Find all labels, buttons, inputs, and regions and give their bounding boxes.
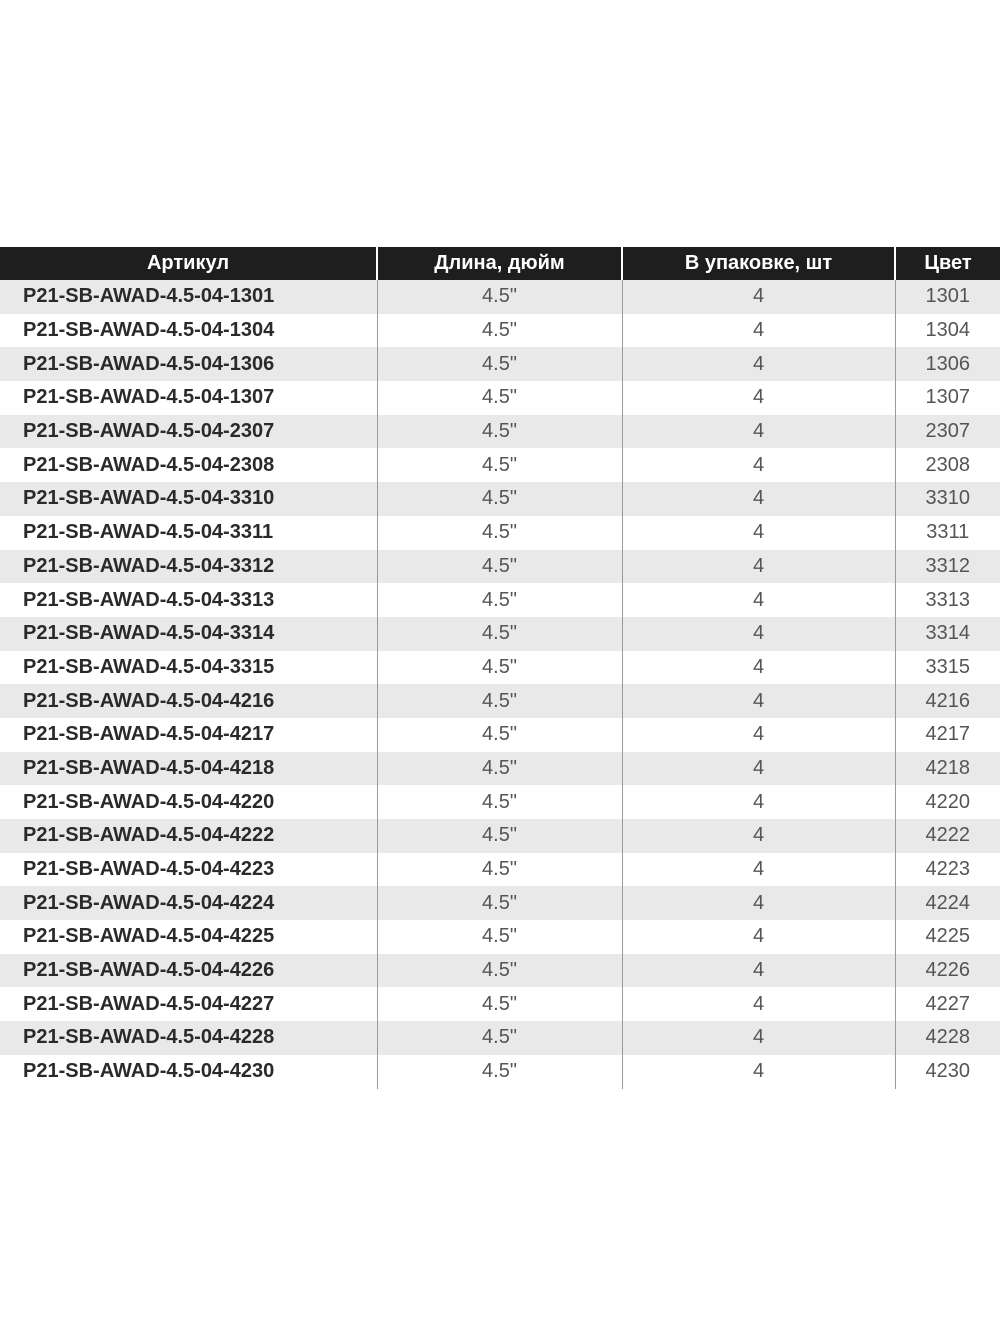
cell-length: 4.5" xyxy=(377,415,622,449)
cell-color: 4216 xyxy=(895,684,1000,718)
table-row xyxy=(0,448,1000,482)
cell-pack-quantity: 4 xyxy=(622,583,895,617)
cell-length: 4.5" xyxy=(377,853,622,887)
cell-color: 4225 xyxy=(895,920,1000,954)
cell-article: P21-SB-AWAD-4.5-04-3315 xyxy=(0,651,377,685)
cell-color: 3311 xyxy=(895,516,1000,550)
cell-length: 4.5" xyxy=(377,347,622,381)
cell-length: 4.5" xyxy=(377,381,622,415)
cell-color: 2308 xyxy=(895,448,1000,482)
cell-pack-quantity: 4 xyxy=(622,752,895,786)
table-body xyxy=(0,280,1000,1089)
cell-article: P21-SB-AWAD-4.5-04-4226 xyxy=(0,954,377,988)
cell-article: P21-SB-AWAD-4.5-04-1301 xyxy=(0,280,377,314)
cell-article: P21-SB-AWAD-4.5-04-4218 xyxy=(0,752,377,786)
table-row xyxy=(0,415,1000,449)
cell-length: 4.5" xyxy=(377,1021,622,1055)
cell-color: 4227 xyxy=(895,987,1000,1021)
table-row xyxy=(0,1055,1000,1089)
cell-color: 4230 xyxy=(895,1055,1000,1089)
table-row xyxy=(0,280,1000,314)
product-table-container xyxy=(0,247,1000,1089)
cell-length: 4.5" xyxy=(377,785,622,819)
table-row xyxy=(0,819,1000,853)
cell-article: P21-SB-AWAD-4.5-04-2308 xyxy=(0,448,377,482)
cell-article: P21-SB-AWAD-4.5-04-3310 xyxy=(0,482,377,516)
cell-article: P21-SB-AWAD-4.5-04-4222 xyxy=(0,819,377,853)
cell-color: 3314 xyxy=(895,617,1000,651)
cell-length: 4.5" xyxy=(377,1055,622,1089)
table-row xyxy=(0,853,1000,887)
cell-pack-quantity: 4 xyxy=(622,1021,895,1055)
cell-pack-quantity: 4 xyxy=(622,987,895,1021)
table-row xyxy=(0,314,1000,348)
cell-length: 4.5" xyxy=(377,280,622,314)
table-row xyxy=(0,1021,1000,1055)
column-header-article: Артикул xyxy=(0,247,377,280)
cell-length: 4.5" xyxy=(377,482,622,516)
cell-pack-quantity: 4 xyxy=(622,314,895,348)
cell-pack-quantity: 4 xyxy=(622,347,895,381)
cell-length: 4.5" xyxy=(377,920,622,954)
table-row xyxy=(0,482,1000,516)
cell-length: 4.5" xyxy=(377,617,622,651)
cell-length: 4.5" xyxy=(377,987,622,1021)
table-row xyxy=(0,381,1000,415)
cell-pack-quantity: 4 xyxy=(622,415,895,449)
cell-article: P21-SB-AWAD-4.5-04-4216 xyxy=(0,684,377,718)
cell-pack-quantity: 4 xyxy=(622,381,895,415)
cell-pack-quantity: 4 xyxy=(622,550,895,584)
cell-color: 4224 xyxy=(895,886,1000,920)
cell-pack-quantity: 4 xyxy=(622,718,895,752)
cell-color: 4228 xyxy=(895,1021,1000,1055)
table-row xyxy=(0,347,1000,381)
cell-color: 3313 xyxy=(895,583,1000,617)
cell-length: 4.5" xyxy=(377,550,622,584)
cell-article: P21-SB-AWAD-4.5-04-4227 xyxy=(0,987,377,1021)
cell-length: 4.5" xyxy=(377,819,622,853)
cell-article: P21-SB-AWAD-4.5-04-4224 xyxy=(0,886,377,920)
cell-pack-quantity: 4 xyxy=(622,684,895,718)
cell-pack-quantity: 4 xyxy=(622,280,895,314)
cell-pack-quantity: 4 xyxy=(622,886,895,920)
cell-color: 3315 xyxy=(895,651,1000,685)
cell-article: P21-SB-AWAD-4.5-04-1306 xyxy=(0,347,377,381)
header-row xyxy=(0,247,1000,280)
cell-pack-quantity: 4 xyxy=(622,482,895,516)
cell-length: 4.5" xyxy=(377,684,622,718)
cell-article: P21-SB-AWAD-4.5-04-4220 xyxy=(0,785,377,819)
cell-pack-quantity: 4 xyxy=(622,516,895,550)
column-header-color: Цвет xyxy=(895,247,1000,280)
cell-length: 4.5" xyxy=(377,954,622,988)
cell-color: 3312 xyxy=(895,550,1000,584)
cell-length: 4.5" xyxy=(377,886,622,920)
cell-pack-quantity: 4 xyxy=(622,853,895,887)
table-row xyxy=(0,550,1000,584)
cell-color: 1307 xyxy=(895,381,1000,415)
cell-article: P21-SB-AWAD-4.5-04-3312 xyxy=(0,550,377,584)
cell-article: P21-SB-AWAD-4.5-04-4225 xyxy=(0,920,377,954)
cell-length: 4.5" xyxy=(377,448,622,482)
table-row xyxy=(0,752,1000,786)
table-row xyxy=(0,886,1000,920)
table-row xyxy=(0,785,1000,819)
cell-pack-quantity: 4 xyxy=(622,954,895,988)
table-row xyxy=(0,987,1000,1021)
cell-color: 4222 xyxy=(895,819,1000,853)
table-row xyxy=(0,920,1000,954)
cell-article: P21-SB-AWAD-4.5-04-3311 xyxy=(0,516,377,550)
table-row xyxy=(0,516,1000,550)
cell-length: 4.5" xyxy=(377,314,622,348)
product-table xyxy=(0,247,1000,1089)
cell-color: 4226 xyxy=(895,954,1000,988)
cell-length: 4.5" xyxy=(377,718,622,752)
cell-pack-quantity: 4 xyxy=(622,651,895,685)
cell-length: 4.5" xyxy=(377,651,622,685)
cell-pack-quantity: 4 xyxy=(622,448,895,482)
cell-color: 2307 xyxy=(895,415,1000,449)
cell-article: P21-SB-AWAD-4.5-04-1304 xyxy=(0,314,377,348)
table-row xyxy=(0,617,1000,651)
column-header-pack-quantity: В упаковке, шт xyxy=(622,247,895,280)
cell-color: 4217 xyxy=(895,718,1000,752)
table-row xyxy=(0,583,1000,617)
cell-pack-quantity: 4 xyxy=(622,617,895,651)
cell-article: P21-SB-AWAD-4.5-04-1307 xyxy=(0,381,377,415)
cell-pack-quantity: 4 xyxy=(622,1055,895,1089)
cell-pack-quantity: 4 xyxy=(622,785,895,819)
table-header xyxy=(0,247,1000,280)
cell-article: P21-SB-AWAD-4.5-04-3313 xyxy=(0,583,377,617)
cell-article: P21-SB-AWAD-4.5-04-4217 xyxy=(0,718,377,752)
cell-article: P21-SB-AWAD-4.5-04-4230 xyxy=(0,1055,377,1089)
table-row xyxy=(0,718,1000,752)
cell-color: 1306 xyxy=(895,347,1000,381)
cell-article: P21-SB-AWAD-4.5-04-3314 xyxy=(0,617,377,651)
table-row xyxy=(0,954,1000,988)
column-header-length: Длина, дюйм xyxy=(377,247,622,280)
cell-length: 4.5" xyxy=(377,516,622,550)
cell-color: 4220 xyxy=(895,785,1000,819)
cell-pack-quantity: 4 xyxy=(622,920,895,954)
cell-length: 4.5" xyxy=(377,583,622,617)
cell-article: P21-SB-AWAD-4.5-04-2307 xyxy=(0,415,377,449)
table-row xyxy=(0,684,1000,718)
cell-length: 4.5" xyxy=(377,752,622,786)
table-row xyxy=(0,651,1000,685)
cell-color: 1304 xyxy=(895,314,1000,348)
cell-color: 1301 xyxy=(895,280,1000,314)
cell-color: 4223 xyxy=(895,853,1000,887)
cell-article: P21-SB-AWAD-4.5-04-4223 xyxy=(0,853,377,887)
cell-color: 3310 xyxy=(895,482,1000,516)
cell-article: P21-SB-AWAD-4.5-04-4228 xyxy=(0,1021,377,1055)
cell-color: 4218 xyxy=(895,752,1000,786)
cell-pack-quantity: 4 xyxy=(622,819,895,853)
